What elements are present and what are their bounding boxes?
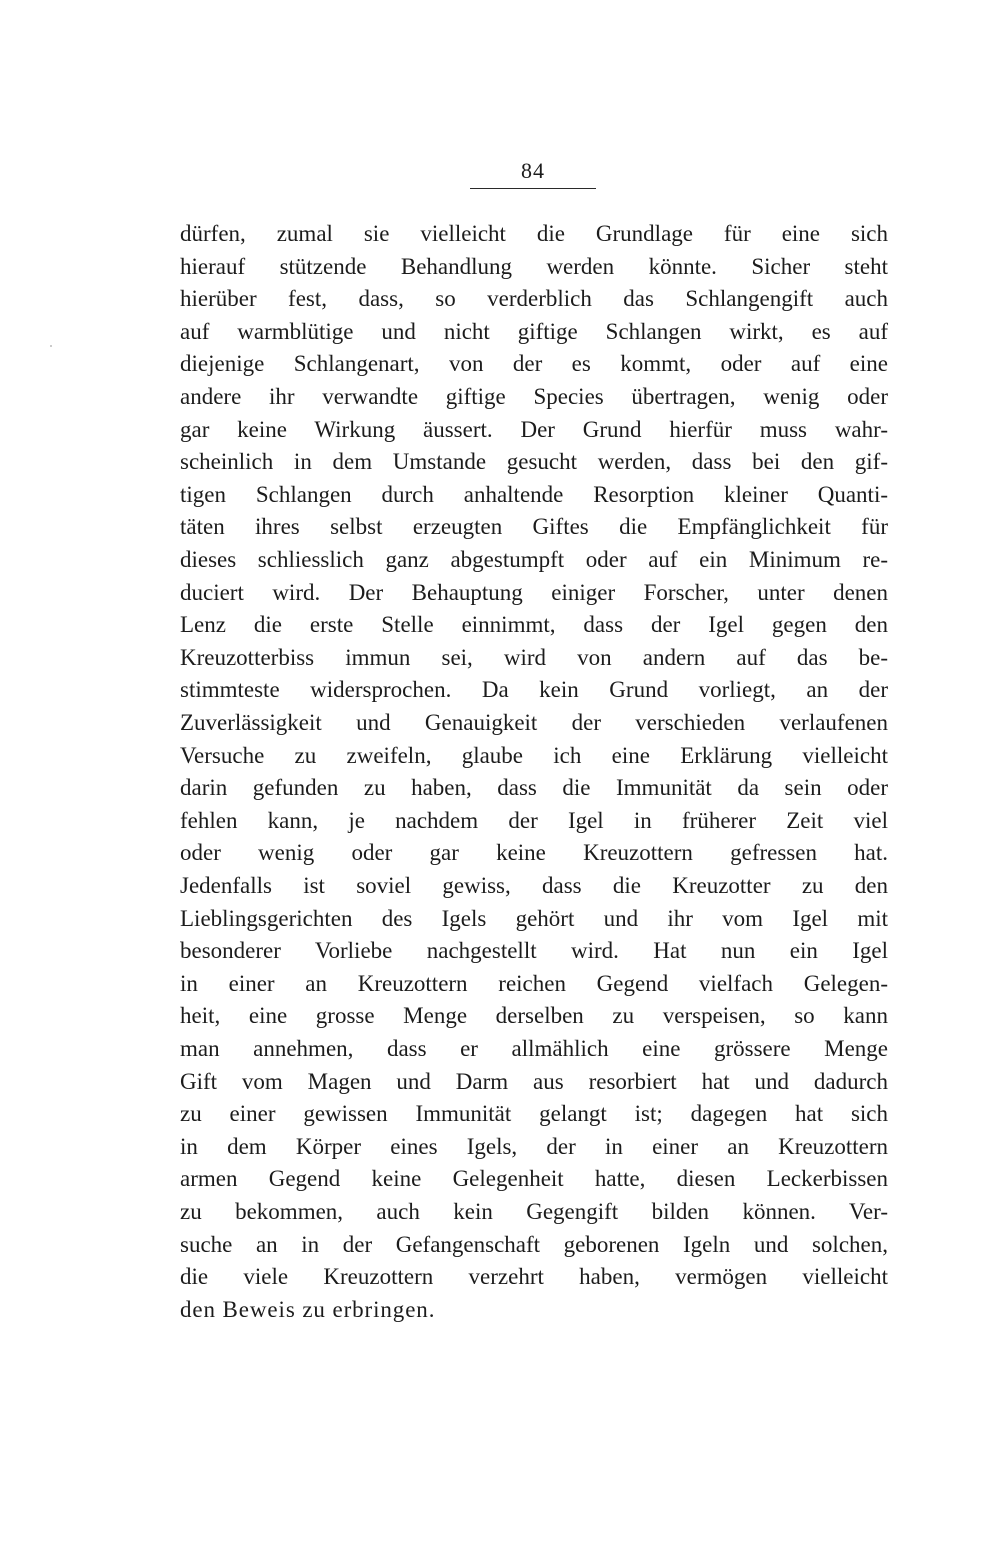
text-line: suche an in der Gefangenschaft geborenen Igeln und solchen, <box>180 1231 888 1257</box>
body-text <box>180 218 888 1328</box>
text-line: in dem Körper eines Igels, der in einer an Kreuzottern <box>180 1133 888 1159</box>
text-line: Jedenfalls ist soviel gewiss, dass die Kreuzotter zu den <box>180 873 888 898</box>
text-line: armen Gegend keine Gelegenheit hatte, diesen Leckerbissen <box>180 1166 888 1192</box>
text-line: hierüber fest, dass, so verderblich das Schlangengift auch <box>180 286 888 312</box>
text-line: zu einer gewissen Immunität gelangt ist; dagegen hat sich <box>180 1101 888 1127</box>
text-line: fehlen kann, je nachdem der Igel in früherer Zeit viel <box>180 807 888 833</box>
text-line: dieses schliesslich ganz abgestumpft oder auf ein Minimum re- <box>180 547 888 572</box>
text-line: hierauf stützende Behandlung werden könnte. Sicher steht <box>180 253 888 279</box>
text-line: dürfen, zumal sie vielleicht die Grundlage für eine sich <box>180 221 888 246</box>
text-line: andere ihr verwandte giftige Species übertragen, wenig oder <box>180 384 888 409</box>
text-line: die viele Kreuzottern verzehrt haben, vermögen vielleicht <box>180 1264 888 1290</box>
page-number-rule <box>470 188 596 189</box>
text-line: stimmteste widersprochen. Da kein Grund vorliegt, an der <box>180 677 888 703</box>
text-line: Gift vom Magen und Darm aus resorbiert hat und dadurch <box>180 1068 888 1094</box>
text-line: heit, eine grosse Menge derselben zu verspeisen, so kann <box>180 1003 888 1029</box>
text-line: Versuche zu zweifeln, glaube ich eine Erklärung vielleicht <box>180 742 888 768</box>
text-line: in einer an Kreuzottern reichen Gegend vielfach Gelegen- <box>180 970 888 996</box>
margin-speck <box>50 345 52 347</box>
text-line: besonderer Vorliebe nachgestellt wird. Hat nun ein Igel <box>180 938 888 964</box>
text-line: Kreuzotterbiss immun sei, wird von andern auf das be- <box>180 644 888 670</box>
text-line: scheinlich in dem Umstande gesucht werden, dass bei den gif- <box>180 449 888 475</box>
text-line: zu bekommen, auch kein Gegengift bilden können. Ver- <box>180 1199 888 1224</box>
text-line: gar keine Wirkung äussert. Der Grund hierfür muss wahr- <box>180 416 888 442</box>
text-line: Lieblingsgerichten des Igels gehört und ihr vom Igel mit <box>180 905 888 931</box>
text-line: darin gefunden zu haben, dass die Immunität da sein oder <box>180 775 888 801</box>
text-line: täten ihres selbst erzeugten Giftes die Empfänglichkeit für <box>180 514 888 540</box>
text-line-last: den Beweis zu erbringen. <box>180 1296 436 1322</box>
text-line: diejenige Schlangenart, von der es kommt, oder auf eine <box>180 351 888 377</box>
text-line: Zuverlässigkeit und Genauigkeit der verschieden verlaufenen <box>180 710 888 735</box>
text-line: auf warmblütige und nicht giftige Schlangen wirkt, es auf <box>180 318 888 344</box>
text-line: duciert wird. Der Behauptung einiger Forscher, unter denen <box>180 579 888 605</box>
text-line: oder wenig oder gar keine Kreuzottern gefressen hat. <box>180 840 888 866</box>
text-line: Lenz die erste Stelle einnimmt, dass der Igel gegen den <box>180 612 888 638</box>
text-line: tigen Schlangen durch anhaltende Resorption kleiner Quanti- <box>180 481 888 507</box>
page-number: 84 <box>521 158 545 183</box>
text-line: man annehmen, dass er allmählich eine grössere Menge <box>180 1036 888 1061</box>
